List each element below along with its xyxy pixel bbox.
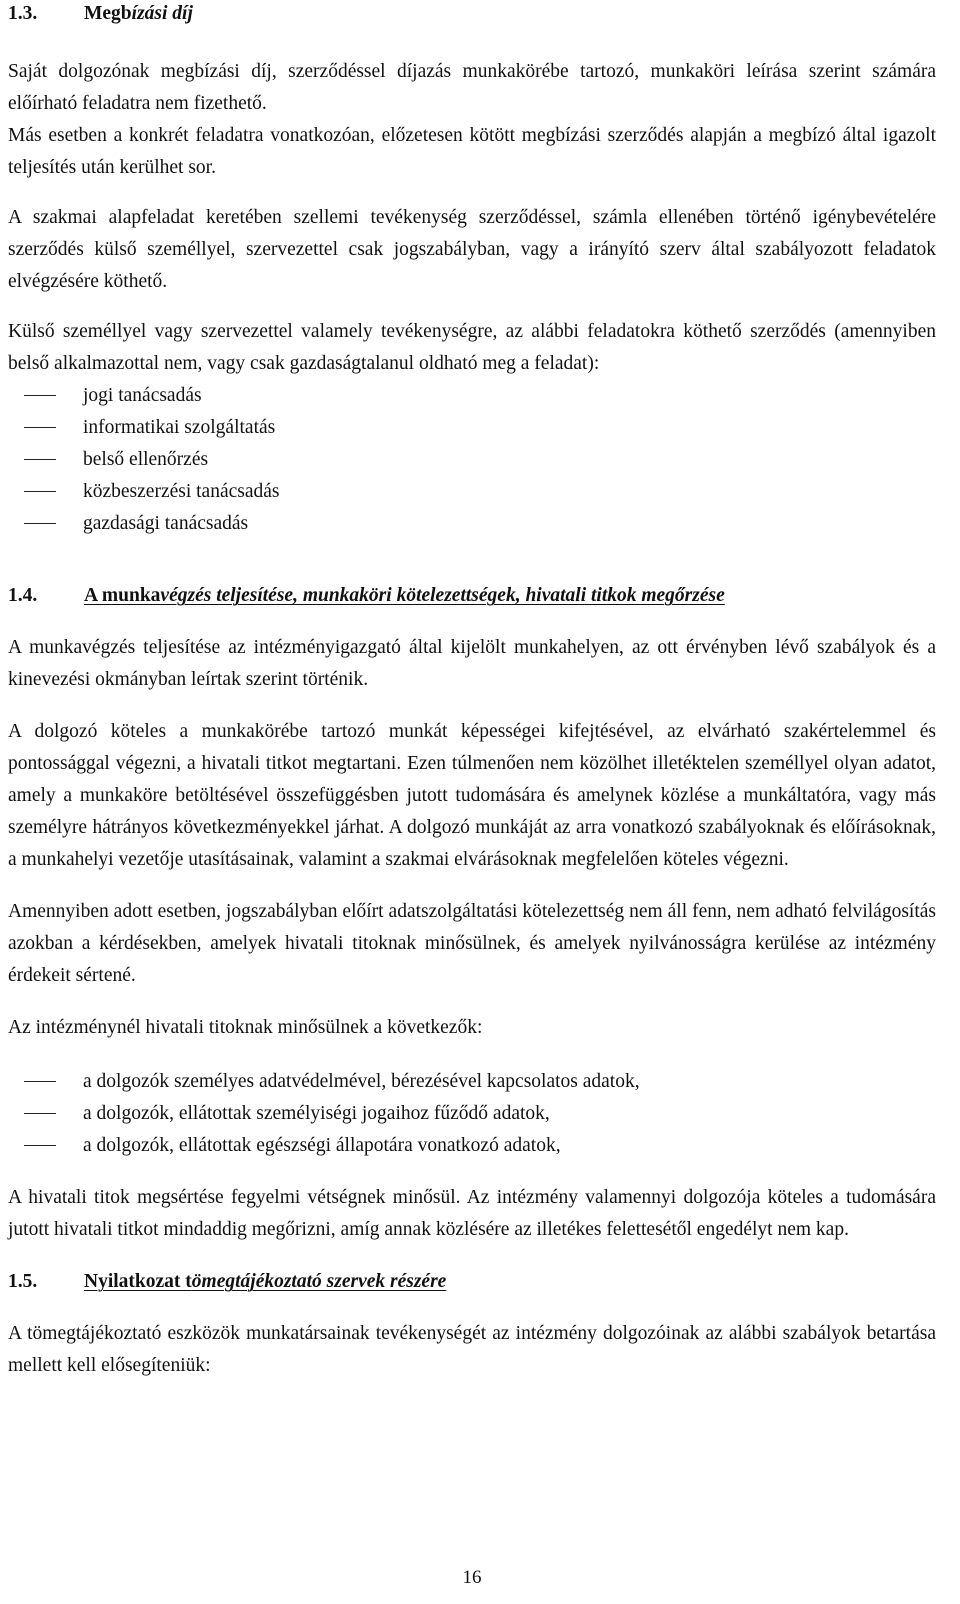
dash-bullet-icon <box>24 427 56 428</box>
paragraph: A hivatali titok megsértése fegyelmi vétségnek minősül. Az intézmény valamennyi dolgozója köteles a tudomására jutott hivatali titkot mindaddig megőrizni, amíg annak közlésére az illetékes felettesétől engedélyt nem kap. <box>8 1187 936 1240</box>
list-item: közbeszerzési tanácsadás <box>8 476 936 508</box>
task-list <box>8 380 936 540</box>
paragraph: A tömegtájékoztató eszközök munkatársainak tevékenységét az intézmény dolgozóinak az alábbi szabályok betartása mellett kell elősegíteniük: <box>8 1323 936 1376</box>
dash-bullet-icon <box>24 491 56 492</box>
list-item: a dolgozók, ellátottak egészségi állapotára vonatkozó adatok, <box>8 1130 936 1162</box>
list-item: a dolgozók, ellátottak személyiségi jogaihoz fűződő adatok, <box>8 1098 936 1130</box>
dash-bullet-icon <box>24 459 56 460</box>
list-item: a dolgozók személyes adatvédelmével, bérezésével kapcsolatos adatok, <box>8 1066 936 1098</box>
section-number: 1.4. <box>8 585 38 606</box>
list-item: informatikai szolgáltatás <box>8 412 936 444</box>
list-item: gazdasági tanácsadás <box>8 508 936 540</box>
section-number: 1.5. <box>8 1271 38 1292</box>
section-heading-1-4 <box>8 580 936 612</box>
paragraph: Más esetben a konkrét feladatra vonatkozóan, előzetesen kötött megbízási szerződés alapján a megbízó által igazolt teljesítés után kerülhet sor. <box>8 125 936 178</box>
paragraph: A munkavégzés teljesítése az intézményigazgató által kijelölt munkahelyen, az ott érvényben lévő szabályok és a kinevezési okmányban leírtak szerint történik. <box>8 637 936 690</box>
section-title: Megbízási díj <box>84 3 193 24</box>
section-number: 1.3. <box>8 3 38 24</box>
section-title: Nyilatkozat tömegtájékoztató szervek részére <box>84 1271 447 1292</box>
paragraph: A dolgozó köteles a munkakörébe tartozó munkát képességei kifejtésével, az elvárható szakértelemmel és pontossággal végezni, a hivatali titkot megtartani. Ezen túlmenően nem közölhet illetéktelen személlyel olyan adatot, amely a munkaköre betöltésével összefüggésben jutott tudomására és amelynek közlése a munkáltatóra, vagy más személyre hátrányos következményekkel járhat. A dolgozó munkáját az arra vonatkozó szabályoknak és előírásoknak, a munkahelyi vezetője utasításainak, valamint a szakmai elvárásoknak megfelelően köteles végezni. <box>8 721 936 870</box>
document-page <box>8 0 936 1382</box>
list-item: belső ellenőrzés <box>8 444 936 476</box>
section-title: A munkavégzés teljesítése, munkaköri kötelezettségek, hivatali titkok megőrzése <box>84 585 725 606</box>
dash-bullet-icon <box>24 1081 56 1082</box>
section-heading-1-5 <box>8 1266 936 1298</box>
section-heading-1-3 <box>8 0 936 30</box>
dash-bullet-icon <box>24 523 56 524</box>
paragraph: A szakmai alapfeladat keretében szellemi tevékenység szerződéssel, számla ellenében történő igénybevételére szerződés külső személlyel, szervezettel csak jogszabályban, vagy a irányító szerv által szabályozott feladatok elvégzésére köthető. <box>8 207 936 292</box>
paragraph: Külső személlyel vagy szervezettel valamely tevékenységre, az alábbi feladatokra köthető szerződés (amennyiben belső alkalmazottal nem, vagy csak gazdaságtalanul oldható meg a feladat): <box>8 321 936 374</box>
dash-bullet-icon <box>24 395 56 396</box>
paragraph: Amennyiben adott esetben, jogszabályban előírt adatszolgáltatási kötelezettség nem áll fenn, nem adható felvilágosítás azokban a kérdésekben, amelyek hivatali titoknak minősülnek, és amelyek nyilvánosságra kerülése az intézmény érdekeit sértené. <box>8 901 936 986</box>
list-item: jogi tanácsadás <box>8 380 936 412</box>
page-number: 16 <box>462 1567 482 1588</box>
paragraph: Saját dolgozónak megbízási díj, szerződéssel díjazás munkakörébe tartozó, munkaköri leírása szerint számára előírható feladatra nem fizethető. <box>8 61 936 114</box>
dash-bullet-icon <box>24 1113 56 1114</box>
secret-data-list <box>8 1066 936 1162</box>
dash-bullet-icon <box>24 1145 56 1146</box>
paragraph: Az intézménynél hivatali titoknak minősülnek a következők: <box>8 1017 483 1038</box>
